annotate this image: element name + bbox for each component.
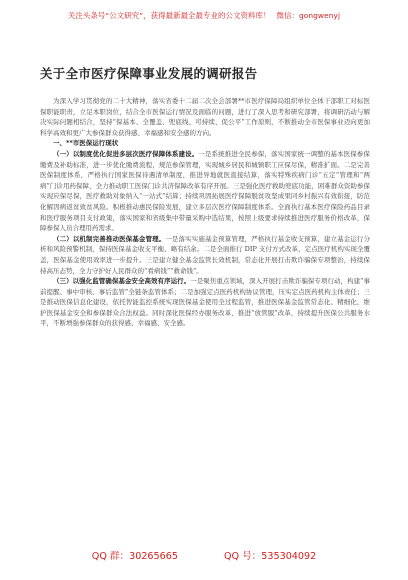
paragraph-lead: （二）以机制完善推动医保基金管理。 — [53, 234, 166, 243]
body-paragraph — [40, 234, 370, 276]
qq-number-text: QQ 号：535304092 — [223, 551, 317, 562]
page-title: 关于全市医疗保障事业发展的调研报告 — [40, 66, 258, 81]
paragraph-text: 一是落实实施基金预算管理，严格执行基金收支预算，建立基金运行分析和风险预警机制，保持医保基金收支平衡、略有结余。二是全面推行 DIP 支付方式改革，定点医疗机构实现全覆盖，医保基金使用效率进一步提升。三是建立健全基金监管长效机制，常态化开展打击欺诈骗保专项整治，持续保持高压态势，全力守护好人民群众的“看病钱”“救命钱”。 — [40, 234, 371, 275]
paragraph-lead: （一）以制度优化促进多层次医疗保障体系建设。 — [53, 149, 199, 158]
qq-group-text: QQ 群：30265665 — [91, 551, 178, 562]
document-body — [40, 96, 370, 329]
paragraph-text: 一是系统推进全民参保，落实国家统一调整的基本医保参保缴费及补助标准，进一步优化缴费流程，规范参保管理，实现城乡居民和城镇职工应保尽保，精准扩面。二是完善医保制度体系，严格执行国家医保待遇清单制度，推进异地就医直接结算，落实特殊疾病门诊“五定”管理和“两病”门诊用药保障，全力推动职工医保门诊共济保障改革有序开展。三是强化医疗救助兜底功能，困难群众资助参保实现应保尽保，医疗救助对象纳入“一站式”结算；持续巩固拓展医疗保障脱贫攻坚成果同乡村振兴有效衔接，防范化解因病返贫致贫风险。积极推动惠民保险发展，建立多层次医疗保障制度体系。全面执行基本医疗保险药品目录和医疗服务项目支付政策，落实国家和省级集中带量采购中选结果，按照上级要求持续推进医疗服务价格改革，保障参保人员合理用药需求。 — [40, 149, 371, 233]
promo-banner-text: 关注头条号“公文研究”，获得最新最全最专业的公文资料库！ — [67, 11, 271, 20]
wechat-id-text: 微信：gongwenyj — [276, 11, 341, 20]
paragraph-lead: （三）以强化监管确保基金安全高效有序运行。 — [53, 277, 191, 286]
footer-contact — [0, 548, 408, 562]
body-paragraph — [40, 149, 370, 234]
body-paragraph — [40, 276, 370, 329]
section-heading: 一、**市医保运行现状 — [53, 139, 119, 148]
paragraph-text: 一是聚焦重点领域，深入开展打击欺诈骗保专项行动，构建“事前提醒、事中审核、事后监管”全链条监管体系；二是加强定点医药机构协议管理，压实定点医药机构主体责任；三是推动医保信息化建设，依托智能监控系统实现医保基金使用全过程监管，推进医保基金监管常态化、精细化，维护医保基金安全和参保群众合法权益。同时深化医保经办服务改革，推进“放管服”改革，持续提升医保公共服务水平，不断增强参保群众的获得感、幸福感、安全感。 — [40, 277, 370, 328]
intro-paragraph: 为深入学习贯彻党的二十大精神，落实省委十二届二次全会部署**市医疗保障局组织单位全体干部职工对标医保职能职责，立足本职岗位，结合全市医保运行情况及面临的问题，进行了深入思考和研究部署，将调研活动与解决实际问题相结合，坚持“保基本、全覆盖、兜底线、可持续、促公平”工作原则，不断推动全市医保事业迈向更加科学高效和更广大参保群众获得感、幸福感和安全感的方向。 — [40, 97, 370, 137]
promo-banner — [0, 0, 408, 28]
